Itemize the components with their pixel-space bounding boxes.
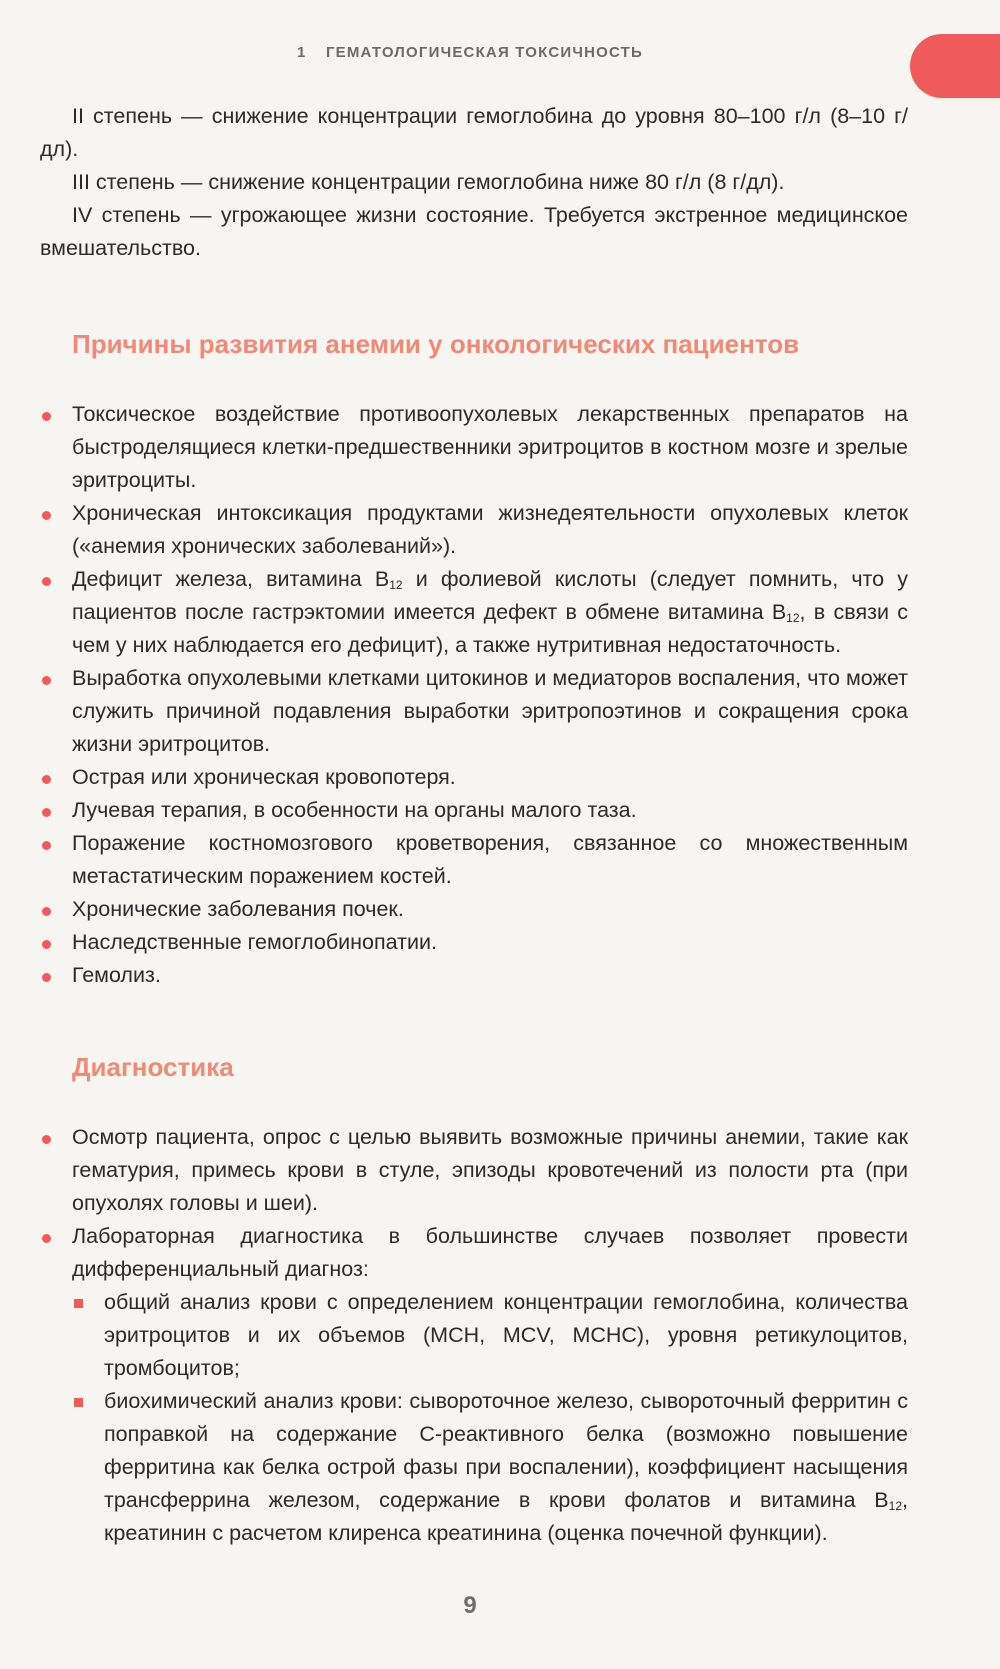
chapter-number: 1 (297, 44, 307, 61)
list-item-text: Наследственные гемоглобинопатии. (72, 930, 437, 954)
list-item (40, 827, 908, 893)
list-item (40, 563, 908, 662)
lab-tests-sublist (40, 1286, 908, 1550)
bullet-icon (42, 676, 51, 685)
page-number: 9 (463, 1592, 477, 1619)
sublist-item (40, 1385, 908, 1550)
list-item (40, 794, 908, 827)
square-bullet-icon (74, 1299, 83, 1308)
list-item-text: Гемолиз. (72, 963, 161, 987)
list-item (40, 1121, 908, 1220)
bullet-icon (42, 808, 51, 817)
paragraph-grade-2: II степень — снижение концентрации гемоглобина до уровня 80–100 г/л (8–10 г/дл). (40, 104, 908, 161)
list-item (40, 926, 908, 959)
list-item (40, 893, 908, 926)
bullet-icon (42, 412, 51, 421)
list-item-text-part: Дефицит железа, витамина B (72, 567, 390, 591)
list-item-text: Лабораторная диагностика в большинстве случаев позволяет провести дифференциальный диагноз: (72, 1224, 908, 1281)
bullet-icon (42, 1135, 51, 1144)
bullet-icon (42, 1234, 51, 1243)
list-item-text: Токсическое воздействие противоопухолевых лекарственных препаратов на быстроделящиеся клетки-предшественники эритроцитов в костном мозге и зрелые эритроциты. (72, 402, 908, 492)
list-item-text: Поражение костномозгового кроветворения, связанное со множественным метастатическим поражением костей. (72, 831, 908, 888)
paragraph-grade-4: IV степень — угрожающее жизни состояние. Требуется экстренное медицинское вмешательство. (40, 203, 908, 260)
running-header (0, 44, 940, 61)
list-item-text: Выработка опухолевыми клетками цитокинов и медиаторов воспаления, что может служить причиной подавления выработки эритропоэтинов и сокращения срока жизни эритроцитов. (72, 666, 908, 756)
bullet-icon (42, 907, 51, 916)
section-heading-diagnostics: Диагностика (72, 1052, 234, 1082)
subscript: 12 (389, 578, 403, 592)
chapter-title: ГЕМАТОЛОГИЧЕСКАЯ ТОКСИЧНОСТЬ (325, 44, 643, 61)
list-item (40, 959, 908, 992)
diagnostics-list (40, 1121, 908, 1286)
sublist-item-text-part: биохимический анализ крови: сывороточное железо, сывороточный ферритин с поправкой на содержание С-реактивного белка (возможно повышение ферритина как белка острой фазы при воспалении), коэффициент насыщения трансферрина железом, содержание в крови фолатов и витамина B (104, 1389, 908, 1512)
list-item (40, 1220, 908, 1286)
list-item-text-part: и фолиевой кислоты (следует помнить, что у пациентов после гастрэктомии имеется дефект в обмене витамина B (72, 567, 908, 624)
list-item-text: Хронические заболевания почек. (72, 897, 404, 921)
bullet-icon (42, 511, 51, 520)
list-item-text: Лучевая терапия, в особенности на органы малого таза. (72, 798, 637, 822)
bullet-icon (42, 577, 51, 586)
sublist-item-text-part: , креатинин с расчетом клиренса креатинина (оценка почечной функции). (104, 1488, 908, 1545)
sublist-item-text: общий анализ крови с определением концентрации гемоглобина, количества эритроцитов и их объемов (MCH, MCV, MCHC), уровня ретикулоцитов, тромбоцитов; (104, 1290, 908, 1380)
list-item-text-part: , в связи с чем у них наблюдается его дефицит), а также нутритивная недостаточность. (72, 600, 908, 657)
paragraph-grade-3: III степень — снижение концентрации гемоглобина ниже 80 г/л (8 г/дл). (72, 170, 785, 194)
list-item-text: Осмотр пациента, опрос с целью выявить возможные причины анемии, такие как гематурия, примесь крови в стуле, эпизоды кровотечений из полости рта (при опухолях головы и шеи). (72, 1125, 908, 1215)
page-content (40, 100, 908, 1550)
list-item (40, 761, 908, 794)
bullet-icon (42, 940, 51, 949)
section-heading-causes: Причины развития анемии у онкологических пациентов (72, 329, 800, 359)
bullet-icon (42, 775, 51, 784)
subscript: 12 (786, 611, 800, 625)
subscript: 12 (888, 1499, 903, 1513)
causes-list (40, 398, 908, 992)
list-item (40, 662, 908, 761)
list-item (40, 398, 908, 497)
list-item-text: Хроническая интоксикация продуктами жизнедеятельности опухолевых клеток («анемия хронических заболеваний»). (72, 501, 908, 558)
bullet-icon (42, 841, 51, 850)
bullet-icon (42, 973, 51, 982)
list-item (40, 497, 908, 563)
list-item-text: Острая или хроническая кровопотеря. (72, 765, 456, 789)
sublist-item (40, 1286, 908, 1385)
square-bullet-icon (74, 1398, 83, 1407)
